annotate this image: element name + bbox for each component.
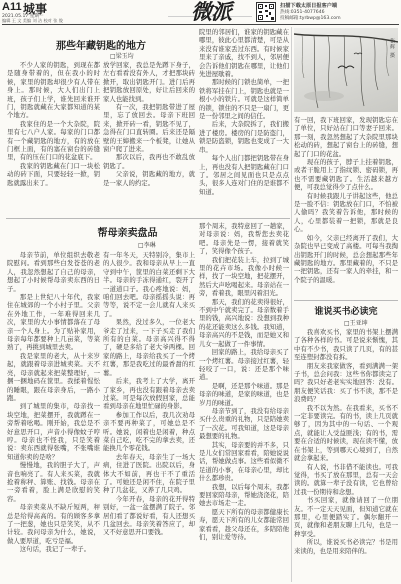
paragraph: 我们把花装上车，拉到了城里的花卉市场。我像小时候一样，找了一块空地，把花摆开，然后大声吆喝起来。母亲站在一旁，看着我，眼里闪着泪光。	[199, 255, 289, 298]
paragraph: 后来，我考上了大学，离开了家乡，再也没有跟着母亲去卖过菜。可是每次放假回家，总能看到母亲在地里忙碌的身影。	[103, 377, 195, 411]
paragraph: 放学回家，我总是先蹲下身子，左右看看没有外人，才把那块砖掀开，取出钥匙开门。进门后再把钥匙放回原处，好让后回来的家人也能找到。	[103, 61, 195, 103]
paragraph: 今年开春，母亲的花开得特别好，一盆一盆摆满了院子。邻居们看了都说好看，有人还想买几盆回去。母亲笑着答应了，却又不好意思开口要钱。	[103, 494, 195, 537]
submission-email: 投稿邮箱:tyrbwp@163.com	[280, 16, 341, 21]
column-divider	[291, 27, 292, 582]
paragraph: 有一回，我下班回家，发现钥匙忘在了单位，只好站在门口等妻子回来。那一刻，我忽然想起了大杂院里那块松动的砖，想起了窗台上的砖缝，想起了门口的花盆。	[294, 116, 398, 158]
paragraph: 回家的路上，我给母亲买了一个烤红薯。母亲接过红薯，轻轻咬了一口，说：还是那个味道。	[199, 348, 289, 382]
issue-date: 2021.05.17 星期一	[2, 14, 44, 19]
paragraph: 母亲卖菜从不缺斤短两，秤总是给得高高的。有的顾客多拿了一把葱，她也只是笑笑，从不计较。我问母亲为什么，她说，做人要厚道，吃亏是福。	[7, 503, 100, 545]
paragraph: 那次以后，我再也不敢乱放钥匙了。	[103, 153, 195, 170]
paragraph: 这句话，我记了一辈子。	[19, 545, 91, 554]
article-author: □王亚坤	[344, 320, 368, 327]
article-column	[103, 251, 195, 582]
paragraph: 其实，母亲要的并不多，只是儿女们常回家看看，陪她说说话，帮她做点事。这些看似微不足道的小事，在母亲心里，却比什么都珍贵。	[199, 440, 289, 483]
article-column	[199, 222, 289, 582]
column-title: 微派	[191, 0, 231, 24]
paragraph: 有一年冬天，天特别冷，集市上的人很少。我和母亲从早上一直守到中午，筐里的白菜还剩下大半。母亲的手冻得通红，裂开了一道道口子。我心疼地说：妈，咱们回去吧。母亲摇摇头说：再等等，说不定一会儿就有人来买了。	[103, 251, 195, 318]
article-column	[199, 28, 289, 216]
paragraph: 是啊，还是那个味道。那是母亲的味道，是家的味道，也是岁月的味道。	[199, 381, 289, 407]
paragraph: 后来，大杂院拆了，我们搬进了楼房。楼房的门是防盗门，锁是防盗锁，钥匙也变成了一大串。	[199, 120, 289, 154]
paragraph: 有时候我跟儿子讲起这些，他总是一脸不信：钥匙放在门口，不怕被人偷吗？我笑着告诉他，那时候的人，心里都装着一把锁，那就是良心。	[294, 191, 398, 234]
paragraph: 有一次，我把钥匙带进了屋里，忘了放回去。母亲下班回来，掀开砖一看，钥匙不见了，急得在门口直转圈。后来还是隔壁的王婶搬来一个板凳，让她从窗户爬了进来。	[103, 103, 195, 154]
paragraph: 不少人家的钥匙，到现在都是随身带着的，但在我小的时候，家里的钥匙却很少有人带在身上。那时候，大人们出门上班，孩子们上学，谁先回来谁开门，钥匙就藏在大家都知道的某个地方。	[7, 61, 100, 120]
paragraph: 愿天下所有的母亲都健康长寿，愿天下所有的儿女都能常回家看看，趁父母还在，多陪陪他们，别让爱等待。	[199, 507, 289, 542]
paragraph: 现在的孩子，脖子上挂着钥匙，或者干脆用上了指纹锁、密码锁，再也不需要藏钥匙了。生活越来越方便，可我总觉得少了点什么。	[294, 158, 398, 192]
paragraph: 参加工作以后，我几次劝母亲不要再种菜了，可她总是不听。她说，闲着也是闲着，种点菜自己吃，吃不完的拿去卖，还能换几个零花钱。	[103, 410, 195, 453]
header-divider	[2, 24, 399, 25]
news-photo	[294, 28, 398, 112]
paragraph: 每个人出门都把钥匙带在身上，再也没有人把钥匙藏在门口了。邻居之间见面也只是点点头，很多人连对门住的是谁都不知道。	[199, 154, 289, 196]
paragraph: 我想，以后每个周末，我都要回家陪母亲，帮她浇浇花，陪她去市场走一走。	[199, 482, 289, 508]
article-title: 谁说买书必读完	[314, 307, 378, 317]
paragraph: 父亲说，钥匙藏的地方，就是一家人的约定。	[103, 170, 195, 187]
hotline: 热线:0351-4077646	[280, 10, 325, 15]
qr-caption: 扫描下载太原日报客户端	[280, 3, 338, 9]
paragraph: 朋友来我家做客，看到满满一架子书，总会问我：这些书你都读完了吗？我只好老老实实地回答：没有。朋友便笑话我：买了书不读，那不是浪费吗？	[294, 361, 398, 404]
paragraph: 有人说，书非借不能读也。可我觉得，书买了放在那里，总有一天会读的。就算一辈子没有读，它也曾给过我一份期待和念想。	[294, 462, 398, 496]
paragraph: 那个周末，我特意回了一趟家，对母亲说：妈，我帮您去卖花吧。母亲先是一愣，接着就笑了，笑得像个孩子。	[199, 222, 289, 256]
paragraph: 我不以为然。在我看来，买书不一定非要读完。有的书，读上几页就够了，因为其中的一句话、一个观点，就能让人受益匪浅；有的书，需要在合适的时候读，现在读不懂，放在书架上，等到哪天心境到了，自然就会拿起来。	[294, 403, 398, 463]
paragraph: 我喜欢买书，家里的书架上摆满了各种各样的书。可是说来惭愧，其中有不少书，我只读了几页，有的甚至连塑封都没有拆。	[294, 328, 398, 362]
article-author: □梁玉均	[110, 53, 134, 60]
paragraph: 书买回家，就像请回了一位朋友。不一定天天见面，但知道它就在那里，心里便踏实了。偶尔翻开一页，就像和老朋友聊上几句，也是一种享受。	[294, 496, 398, 538]
article-column	[7, 251, 100, 582]
paragraph: 院里的邻居们，谁家的钥匙藏在哪里，彼此心里都清楚，可是从来没有谁家丢过东西。有时候家里来了亲戚，找不到人，邻居便会告诉他们钥匙在哪里，让他们先进屋歇着。	[199, 28, 289, 79]
article-column	[7, 61, 100, 216]
article-column	[294, 328, 398, 582]
article-title: 帮母亲卖盘品	[97, 228, 158, 239]
section-name: 城事	[23, 2, 48, 16]
paragraph: 我家的钥匙藏在门口一块松动的砖下面，只要轻轻一掀，钥匙就露出来了。	[7, 161, 100, 187]
paragraph: 那是上世纪八十年代，我家住在城郊的一个小村子里。父亲在外地工作，一年难得回来几次，家里的大小事情都落在了母亲一个人身上。为了贴补家用，母亲每年都要种上几亩菜，等菜熟了，再挑到城里去卖。	[7, 293, 100, 352]
paragraph: 我是家里的老大，从十来岁起，就跟着母亲进城卖菜。天不亮，母亲就起来把菜整理好，一捆一捆地码在筐里。我揉着惺忪的睡眼，跟在母亲身后，一路小跑。	[7, 351, 100, 402]
paragraph: 如今，父亲已经离开了我们，大杂院也早已变成了高楼。可每当我掏出钥匙开门的时候，总会想起那些年藏钥匙的地方。那里藏着的，不只是一把钥匙，还有一家人的牵挂，和一个院子的温暖。	[294, 233, 398, 284]
qr-code-icon[interactable]	[256, 2, 276, 22]
page-number: A11	[2, 1, 22, 13]
paragraph: 我家住的是一个大杂院，院里有七八户人家。每家的门口都有一个藏钥匙的地方，有的放在门框上面，有的塞在窗台的砖缝里，有的压在门口的花盆底下。	[7, 119, 100, 162]
article-divider	[6, 218, 290, 219]
article-author: □李琳	[138, 242, 156, 249]
paragraph: 果然，没过多久，一位老大爷走了过来，一下子买走了我们所有的白菜。母亲高兴得不得了，硬是多给了老大爷两棵。回家的路上，母亲给我买了一个烤红薯，那是我吃过的最香甜的红薯。	[103, 318, 195, 377]
editor-credits: 编辑 王 文 美编 刘 洁 校对 张 俊	[2, 18, 63, 23]
paragraph: 所以，谁说买书必读完？书是用来读的，也是用来陪伴的。	[294, 538, 398, 555]
photo-credit: 张辉 摄	[389, 38, 395, 59]
paragraph: 那时候的门锁也简单，一把铁将军挂在门上，钥匙也就是一根小小的铁片。可就是这样简单的锁，锁住的不只是一扇门，更是一份邻里之间的信任。	[199, 78, 289, 121]
article-title: 那些年藏钥匙的地方	[56, 41, 146, 52]
paragraph: 到了城里的集市，母亲找一块空地，把菜摆开，我就蹲在一旁帮着吆喝。刚开始，我总是不好意思开口，声音小得像蚊子哼哼。母亲也不怪我，只是笑着说：卖东西就得张嘴，不张嘴谁知道你卖的是啥？	[7, 402, 100, 461]
paragraph: 母亲节到了，我没有给母亲买什么贵重的礼物，只是陪她卖了一次花。可我知道，这是母亲最想要的礼物。	[199, 406, 289, 441]
article-column	[294, 116, 398, 298]
paragraph: 那天，我们的花卖得很好，不到中午就卖完了。母亲数着手里的钱，高兴地说：没想到我种的花还能卖这么多钱。我知道，母亲高兴的不是钱，而是她又和儿女一起做了一件事情。	[199, 297, 289, 348]
paragraph: 慢慢地，我的胆子大了，声音也响亮了。有人来买菜，我就抢着称秤、算账、找钱。母亲在一旁看着，脸上满是欣慰的笑容。	[7, 461, 100, 503]
paragraph: 去年春天，母亲生了一场大病，住进了医院。出院以后，身体大不如前，再也干不了重活了。可她还是闲不住，在院子里种了几盆花，又养了几只鸡。	[103, 452, 195, 495]
article-divider	[294, 300, 398, 301]
article-column	[103, 61, 195, 216]
paragraph: 母亲节前，单位组织去敬老院慰问。看到那些白发苍苍的老人，我忽然想起了自己的母亲，想起了小时候帮母亲卖东西的日子。	[7, 251, 100, 293]
